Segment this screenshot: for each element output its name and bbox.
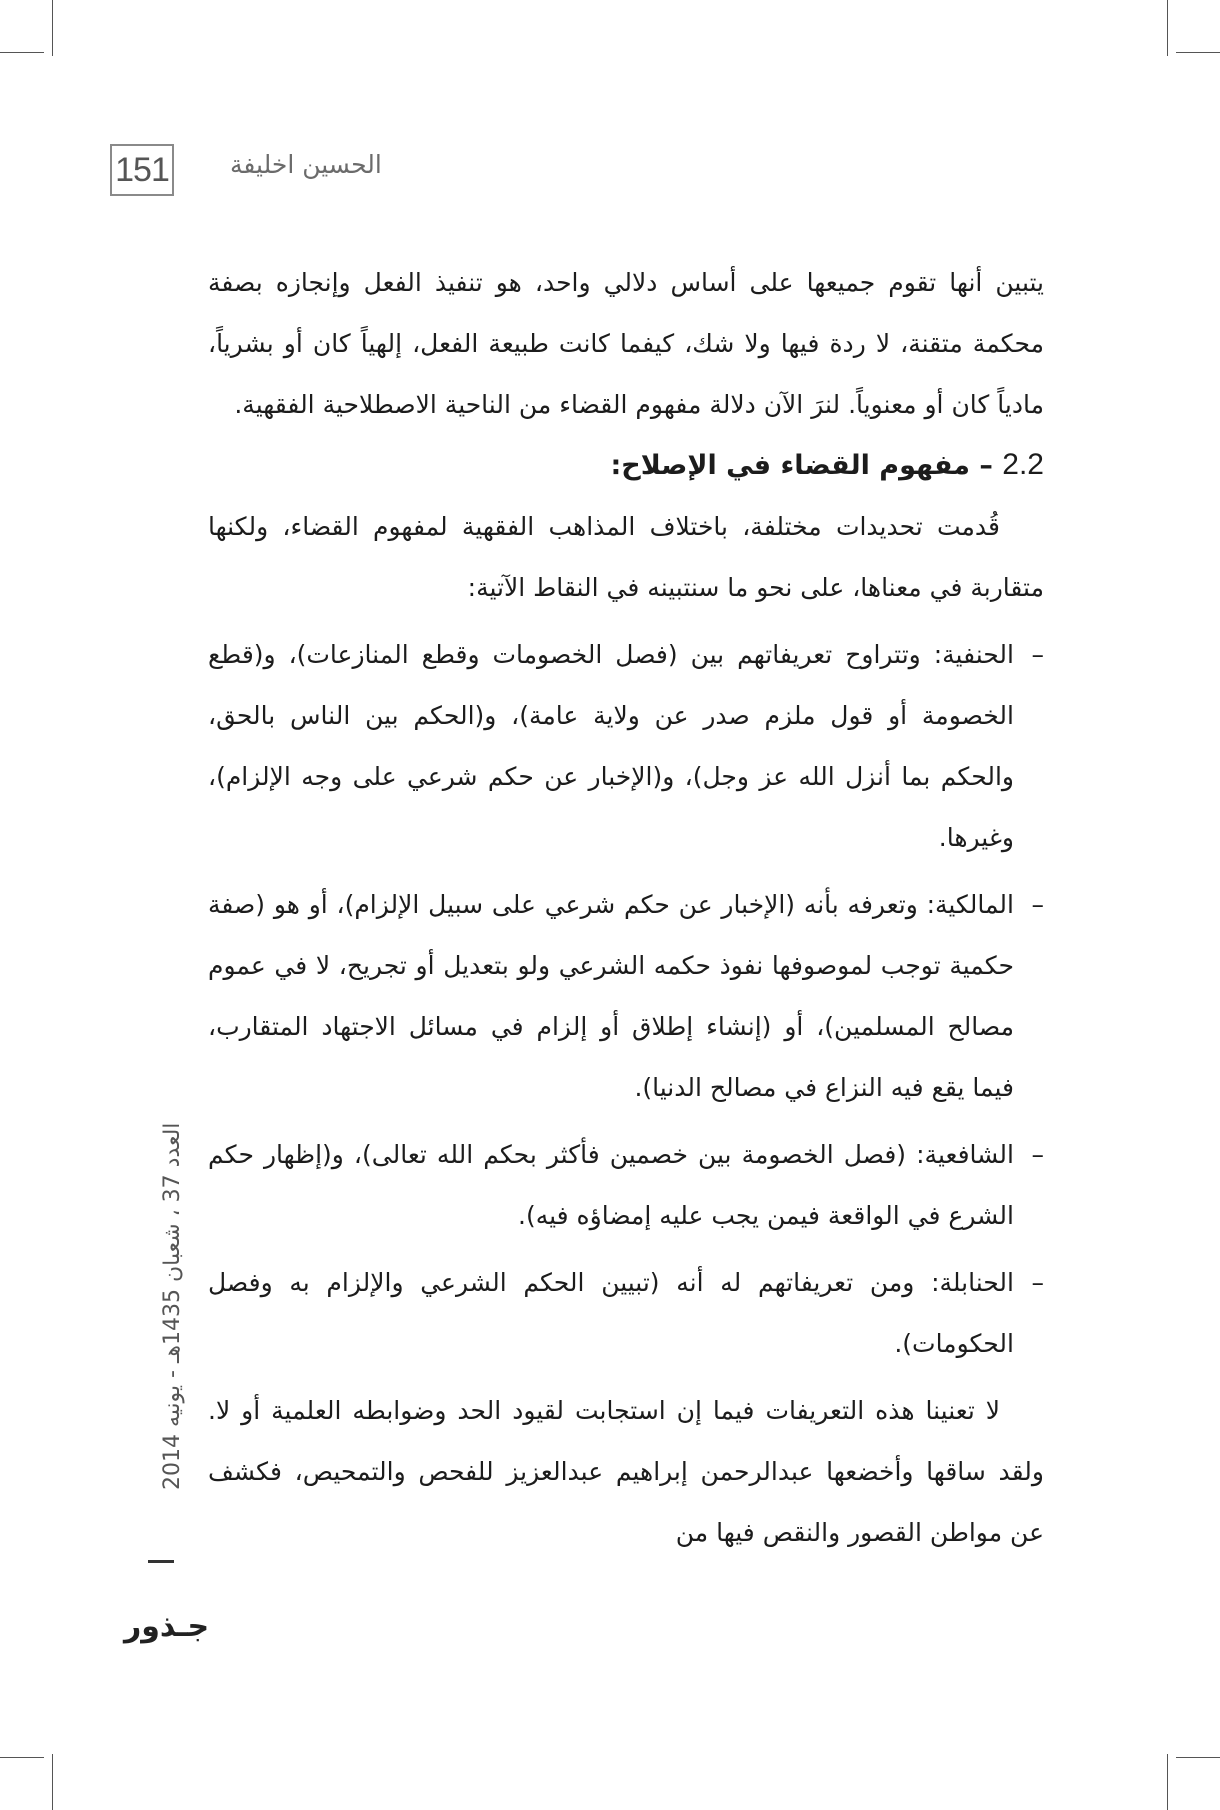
journal-issue-label: العدد 37 ، شعبان 1435هـ - يونيه 2014 [160, 1122, 185, 1490]
list-item [208, 624, 1044, 868]
list-item [208, 1124, 1044, 1246]
crop-mark [52, 0, 53, 56]
list-item [208, 874, 1044, 1118]
definition-hanbali: الحنابلة: ومن تعريفاتهم له أنه (تبيين الحكم الشرعي والإلزام به وفصل الحكومات). [208, 1268, 1014, 1358]
list-item [208, 1252, 1044, 1374]
definitions-list [208, 624, 1044, 1374]
lead-paragraph: قُدمت تحديدات مختلفة، باختلاف المذاهب الفقهية لمفهوم القضاء، ولكنها متقاربة في معناها، على نحو ما سنتبينه في النقاط الآتية: [208, 512, 1044, 602]
section-title: – مفهوم القضاء في الإصلاح: [610, 450, 993, 481]
list-dash: – [1031, 1268, 1044, 1297]
journal-logo: جـذور [124, 1609, 210, 1644]
crop-mark [52, 1754, 53, 1810]
crop-mark [1167, 1754, 1168, 1810]
list-dash: – [1031, 640, 1044, 669]
list-dash: – [1031, 890, 1044, 919]
crop-mark [1167, 0, 1168, 56]
section-heading [208, 435, 1044, 496]
page-number: 151 [110, 144, 174, 196]
section-number: 2.2 [1002, 448, 1044, 481]
crop-mark [0, 1757, 44, 1758]
intro-paragraph: يتبين أنها تقوم جميعها على أساس دلالي واحد، هو تنفيذ الفعل وإنجازه بصفة محكمة متقنة، لا ردة فيها ولا شك، كيفما كانت طبيعة الفعل، إلهياً كان أو بشرياً، مادياً كان أو معنوياً. لنرَ الآن دلالة مفهوم القضاء من الناحية الاصطلاحية الفقهية. [208, 268, 1044, 419]
running-head-author: الحسين اخليفة [230, 150, 382, 179]
list-dash: – [1031, 1140, 1044, 1169]
side-divider [148, 1560, 174, 1563]
crop-mark [1176, 52, 1220, 53]
definition-shafii: الشافعية: (فصل الخصومة بين خصمين فأكثر بحكم الله تعالى)، و(إظهار حكم الشرع في الواقعة فيمن يجب عليه إمضاؤه فيه). [208, 1140, 1014, 1230]
crop-mark [0, 52, 44, 53]
article-body [208, 252, 1044, 1563]
closing-paragraph: لا تعنينا هذه التعريفات فيما إن استجابت لقيود الحد وضوابطه العلمية أو لا. ولقد ساقها وأخضعها عبدالرحمن إبراهيم عبدالعزيز للفحص والتمحيص، فكشف عن مواطن القصور والنقص فيها من [208, 1396, 1044, 1547]
crop-mark [1176, 1757, 1220, 1758]
definition-hanafi: الحنفية: وتتراوح تعريفاتهم بين (فصل الخصومات وقطع المنازعات)، و(قطع الخصومة أو قول ملزم صدر عن ولاية عامة)، و(الحكم بين الناس بالحق، والحكم بما أنزل الله عز وجل)، و(الإخبار عن حكم شرعي على وجه الإلزام)، وغيرها. [208, 640, 1014, 852]
definition-maliki: المالكية: وتعرفه بأنه (الإخبار عن حكم شرعي على سبيل الإلزام)، أو هو (صفة حكمية توجب لموصوفها نفوذ حكمه الشرعي ولو بتعديل أو تجريح، لا في عموم مصالح المسلمين)، أو (إنشاء إطلاق أو إلزام في مسائل الاجتهاد المتقارب، فيما يقع فيه النزاع في مصالح الدنيا). [208, 890, 1014, 1102]
